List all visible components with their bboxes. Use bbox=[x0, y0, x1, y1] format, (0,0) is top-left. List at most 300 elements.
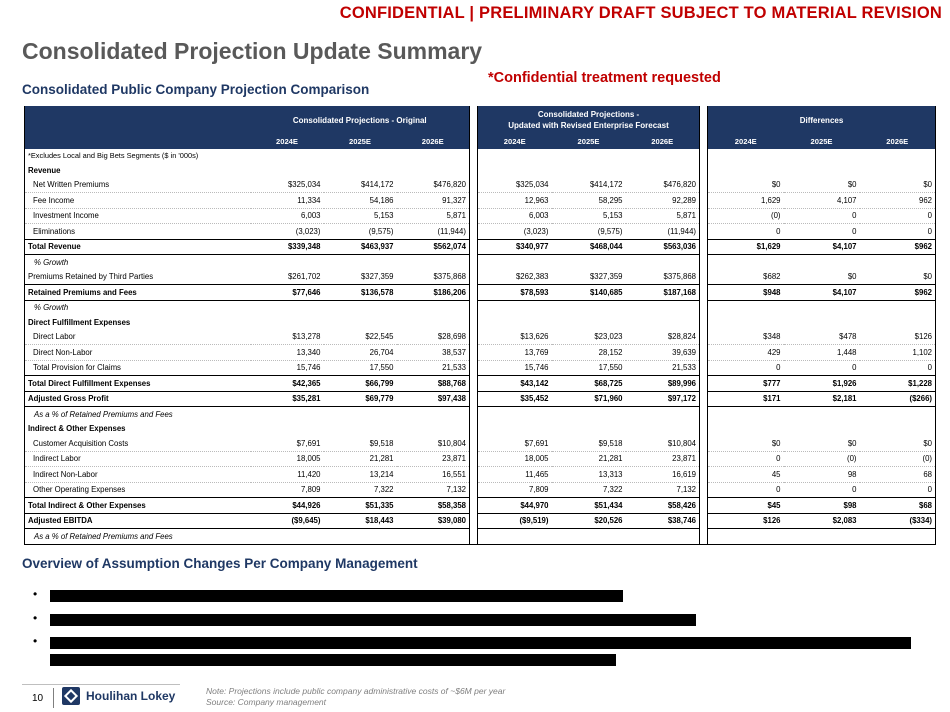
table-row bbox=[25, 163, 936, 178]
table-cell bbox=[251, 529, 324, 545]
table-cell: 15,746 bbox=[251, 360, 324, 376]
table-row bbox=[25, 376, 936, 392]
table-cell: $126 bbox=[860, 330, 936, 345]
table-cell: 45 bbox=[708, 467, 784, 483]
table-cell: 12,963 bbox=[478, 193, 552, 209]
table-cell: 13,340 bbox=[251, 345, 324, 361]
table-cell: 26,704 bbox=[324, 345, 397, 361]
table-cell bbox=[708, 529, 784, 545]
table-cell: $4,107 bbox=[784, 285, 860, 301]
table-cell: $339,348 bbox=[251, 239, 324, 255]
table-cell: $58,358 bbox=[397, 498, 470, 514]
group-original: Consolidated Projections - Original bbox=[251, 106, 470, 134]
table-cell: 7,132 bbox=[397, 482, 470, 498]
table-cell: $88,768 bbox=[397, 376, 470, 392]
table-cell: (9,575) bbox=[324, 224, 397, 240]
row-label: Other Operating Expenses bbox=[25, 482, 251, 498]
table-cell bbox=[552, 255, 626, 270]
table-cell bbox=[708, 422, 784, 437]
table-cell: $0 bbox=[784, 436, 860, 451]
row-label: Net Written Premiums bbox=[25, 178, 251, 193]
confidential-treatment-note: *Confidential treatment requested bbox=[488, 70, 721, 86]
table-cell: $1,629 bbox=[708, 239, 784, 255]
table-row bbox=[25, 255, 936, 270]
table-cell: $262,383 bbox=[478, 270, 552, 285]
table-cell: $43,142 bbox=[478, 376, 552, 392]
confidential-banner: CONFIDENTIAL | PRELIMINARY DRAFT SUBJECT TO MATERIAL REVISION bbox=[339, 4, 942, 22]
table-cell bbox=[397, 300, 470, 315]
year-header: 2024E bbox=[251, 134, 324, 149]
table-row bbox=[25, 270, 936, 285]
table-cell: 0 bbox=[708, 224, 784, 240]
table-cell: (3,023) bbox=[478, 224, 552, 240]
table-cell bbox=[784, 300, 860, 315]
table-row bbox=[25, 315, 936, 330]
year-header: 2026E bbox=[860, 134, 936, 149]
table-cell: $962 bbox=[860, 239, 936, 255]
unit-note-row bbox=[25, 149, 936, 164]
table-cell: $476,820 bbox=[397, 178, 470, 193]
year-header: 2025E bbox=[552, 134, 626, 149]
table-cell bbox=[626, 300, 700, 315]
table-cell: 0 bbox=[784, 360, 860, 376]
table-cell: $325,034 bbox=[478, 178, 552, 193]
table-cell: 5,153 bbox=[552, 208, 626, 224]
table-cell: $4,107 bbox=[784, 239, 860, 255]
table-cell: $0 bbox=[860, 270, 936, 285]
table-cell: $187,168 bbox=[626, 285, 700, 301]
table-cell bbox=[626, 315, 700, 330]
table-cell: $1,228 bbox=[860, 376, 936, 392]
page-title: Consolidated Projection Update Summary bbox=[22, 38, 483, 64]
table-cell: $7,691 bbox=[478, 436, 552, 451]
table-row bbox=[25, 482, 936, 498]
table-cell: 18,005 bbox=[478, 451, 552, 467]
table-cell: $375,868 bbox=[397, 270, 470, 285]
table-cell bbox=[860, 300, 936, 315]
footer-separator bbox=[53, 688, 54, 708]
table-cell: $35,281 bbox=[251, 391, 324, 407]
table-cell: $77,646 bbox=[251, 285, 324, 301]
table-cell bbox=[626, 422, 700, 437]
table-cell: $562,074 bbox=[397, 239, 470, 255]
table-row bbox=[25, 467, 936, 483]
table-row bbox=[25, 239, 936, 255]
table-cell: 429 bbox=[708, 345, 784, 361]
bullet-1-symbol: • bbox=[33, 587, 38, 601]
row-label: Total Indirect & Other Expenses bbox=[25, 498, 251, 514]
table-cell bbox=[478, 315, 552, 330]
table-cell: $28,698 bbox=[397, 330, 470, 345]
table-cell: 39,639 bbox=[626, 345, 700, 361]
table-cell: 962 bbox=[860, 193, 936, 209]
table-cell: 0 bbox=[708, 482, 784, 498]
table-cell: $186,206 bbox=[397, 285, 470, 301]
table-cell bbox=[626, 163, 700, 178]
year-header: 2026E bbox=[397, 134, 470, 149]
row-label: Retained Premiums and Fees bbox=[25, 285, 251, 301]
table-cell bbox=[552, 163, 626, 178]
table-cell: 21,281 bbox=[552, 451, 626, 467]
table-cell bbox=[784, 422, 860, 437]
table-cell bbox=[251, 255, 324, 270]
table-cell: 16,551 bbox=[397, 467, 470, 483]
table-row bbox=[25, 513, 936, 529]
table-cell: $42,365 bbox=[251, 376, 324, 392]
table-cell: $97,438 bbox=[397, 391, 470, 407]
table-cell: ($266) bbox=[860, 391, 936, 407]
projection-table bbox=[24, 106, 936, 545]
table-cell: 5,871 bbox=[397, 208, 470, 224]
group-differences: Differences bbox=[708, 106, 936, 134]
table-cell: $13,626 bbox=[478, 330, 552, 345]
table-cell: $414,172 bbox=[552, 178, 626, 193]
table-cell: $78,593 bbox=[478, 285, 552, 301]
table-cell: 7,809 bbox=[478, 482, 552, 498]
table-cell: $777 bbox=[708, 376, 784, 392]
table-cell: 1,102 bbox=[860, 345, 936, 361]
table-cell: 7,322 bbox=[552, 482, 626, 498]
table-cell bbox=[251, 422, 324, 437]
table-row bbox=[25, 193, 936, 209]
table-cell: 28,152 bbox=[552, 345, 626, 361]
table-cell: $10,804 bbox=[397, 436, 470, 451]
footnote-line-2: Source: Company management bbox=[206, 697, 327, 707]
table-cell bbox=[478, 422, 552, 437]
year-header: 2026E bbox=[626, 134, 700, 149]
table-row bbox=[25, 451, 936, 467]
table-cell: $140,685 bbox=[552, 285, 626, 301]
table-cell bbox=[324, 315, 397, 330]
table-cell: 5,153 bbox=[324, 208, 397, 224]
table-cell bbox=[324, 529, 397, 545]
row-label: Customer Acquisition Costs bbox=[25, 436, 251, 451]
table-cell: $340,977 bbox=[478, 239, 552, 255]
table-cell: $97,172 bbox=[626, 391, 700, 407]
row-label: Total Direct Fulfillment Expenses bbox=[25, 376, 251, 392]
table-row bbox=[25, 330, 936, 345]
table-row bbox=[25, 345, 936, 361]
table-cell: 7,809 bbox=[251, 482, 324, 498]
bullet-3-symbol: • bbox=[33, 634, 38, 648]
table-cell bbox=[251, 407, 324, 422]
table-cell: ($9,645) bbox=[251, 513, 324, 529]
table-cell bbox=[708, 255, 784, 270]
table-cell: 11,334 bbox=[251, 193, 324, 209]
row-label: Fee Income bbox=[25, 193, 251, 209]
table-cell bbox=[324, 407, 397, 422]
footnote bbox=[206, 686, 505, 708]
table-cell: $20,526 bbox=[552, 513, 626, 529]
table-cell: 0 bbox=[860, 482, 936, 498]
table-cell bbox=[478, 529, 552, 545]
table-cell bbox=[708, 163, 784, 178]
table-cell: $51,434 bbox=[552, 498, 626, 514]
table-cell: $18,443 bbox=[324, 513, 397, 529]
table-cell bbox=[552, 315, 626, 330]
table-cell bbox=[251, 163, 324, 178]
row-label: Direct Labor bbox=[25, 330, 251, 345]
row-label: % Growth bbox=[25, 300, 251, 315]
bullet-2-symbol: • bbox=[33, 611, 38, 625]
table-cell: $7,691 bbox=[251, 436, 324, 451]
table-cell: (0) bbox=[784, 451, 860, 467]
table-cell: $327,359 bbox=[552, 270, 626, 285]
table-cell: $948 bbox=[708, 285, 784, 301]
table-cell: 1,448 bbox=[784, 345, 860, 361]
table-cell bbox=[860, 529, 936, 545]
table-cell bbox=[478, 407, 552, 422]
table-cell: $0 bbox=[860, 436, 936, 451]
houlihan-lokey-logo bbox=[62, 687, 175, 705]
table-cell: 0 bbox=[784, 482, 860, 498]
table-cell: $10,804 bbox=[626, 436, 700, 451]
table-cell: $476,820 bbox=[626, 178, 700, 193]
table-cell: 0 bbox=[860, 208, 936, 224]
table-cell: $35,452 bbox=[478, 391, 552, 407]
table-cell: 6,003 bbox=[478, 208, 552, 224]
table-cell bbox=[478, 255, 552, 270]
table-cell: 16,619 bbox=[626, 467, 700, 483]
footnote-line-1: Note: Projections include public company administrative costs of ~$6M per year bbox=[206, 686, 506, 696]
table-cell: $478 bbox=[784, 330, 860, 345]
table-cell: $414,172 bbox=[324, 178, 397, 193]
year-header: 2025E bbox=[784, 134, 860, 149]
table-cell: $325,034 bbox=[251, 178, 324, 193]
table-cell bbox=[784, 407, 860, 422]
table-cell: 0 bbox=[784, 224, 860, 240]
row-label: Direct Fulfillment Expenses bbox=[25, 315, 251, 330]
table-cell: 21,533 bbox=[626, 360, 700, 376]
table-cell: $51,335 bbox=[324, 498, 397, 514]
table-row bbox=[25, 529, 936, 545]
row-label: Direct Non-Labor bbox=[25, 345, 251, 361]
table-cell: $0 bbox=[708, 436, 784, 451]
table-cell bbox=[626, 407, 700, 422]
table-cell: 0 bbox=[708, 360, 784, 376]
table-cell: 7,322 bbox=[324, 482, 397, 498]
table-cell: 7,132 bbox=[626, 482, 700, 498]
table-cell: 38,537 bbox=[397, 345, 470, 361]
table-cell bbox=[552, 422, 626, 437]
table-cell bbox=[324, 422, 397, 437]
table-cell: (11,944) bbox=[626, 224, 700, 240]
page-number: 10 bbox=[32, 693, 44, 704]
table-row bbox=[25, 498, 936, 514]
table-cell: ($9,519) bbox=[478, 513, 552, 529]
table-cell: 11,465 bbox=[478, 467, 552, 483]
table-cell: 0 bbox=[784, 208, 860, 224]
redacted-bullet-3-line-1 bbox=[50, 637, 911, 649]
table-row bbox=[25, 422, 936, 437]
table-cell bbox=[708, 407, 784, 422]
table-cell bbox=[552, 407, 626, 422]
table-cell: 23,871 bbox=[397, 451, 470, 467]
table-cell: $45 bbox=[708, 498, 784, 514]
table-cell: $38,746 bbox=[626, 513, 700, 529]
table-cell: $44,970 bbox=[478, 498, 552, 514]
table-cell: $468,044 bbox=[552, 239, 626, 255]
footer-divider bbox=[22, 684, 180, 685]
table-row bbox=[25, 436, 936, 451]
table-cell: $126 bbox=[708, 513, 784, 529]
table-cell: 92,289 bbox=[626, 193, 700, 209]
table-cell bbox=[860, 422, 936, 437]
table-cell bbox=[552, 529, 626, 545]
row-label: Investment Income bbox=[25, 208, 251, 224]
row-label: Adjusted Gross Profit bbox=[25, 391, 251, 407]
table-cell: $0 bbox=[784, 270, 860, 285]
table-cell: $22,545 bbox=[324, 330, 397, 345]
table-cell: $2,181 bbox=[784, 391, 860, 407]
table-cell: 98 bbox=[784, 467, 860, 483]
row-label: Eliminations bbox=[25, 224, 251, 240]
table-cell: $136,578 bbox=[324, 285, 397, 301]
redacted-bullet-3-line-2 bbox=[50, 654, 616, 666]
table-cell: 13,214 bbox=[324, 467, 397, 483]
table-row bbox=[25, 391, 936, 407]
logo-text: Houlihan Lokey bbox=[86, 689, 176, 703]
table-cell: $89,996 bbox=[626, 376, 700, 392]
table-cell: $171 bbox=[708, 391, 784, 407]
table-row bbox=[25, 285, 936, 301]
table-cell: $563,036 bbox=[626, 239, 700, 255]
table-cell: 68 bbox=[860, 467, 936, 483]
table-row bbox=[25, 224, 936, 240]
table-cell: $9,518 bbox=[324, 436, 397, 451]
table-cell bbox=[784, 255, 860, 270]
table-cell: (9,575) bbox=[552, 224, 626, 240]
table-cell: (3,023) bbox=[251, 224, 324, 240]
row-label: Total Provision for Claims bbox=[25, 360, 251, 376]
table-cell bbox=[626, 255, 700, 270]
table-cell: 21,281 bbox=[324, 451, 397, 467]
table-cell bbox=[860, 255, 936, 270]
table-cell bbox=[251, 300, 324, 315]
row-label: Indirect Non-Labor bbox=[25, 467, 251, 483]
table-cell bbox=[860, 163, 936, 178]
table-cell: 13,769 bbox=[478, 345, 552, 361]
table-cell: (0) bbox=[860, 451, 936, 467]
table-cell bbox=[251, 315, 324, 330]
table-cell: $348 bbox=[708, 330, 784, 345]
group-updated: Consolidated Projections - Updated with Revised Enterprise Forecast bbox=[478, 106, 700, 134]
table-cell: $0 bbox=[860, 178, 936, 193]
table-cell: 18,005 bbox=[251, 451, 324, 467]
table-cell: 17,550 bbox=[324, 360, 397, 376]
table-cell: $463,937 bbox=[324, 239, 397, 255]
table-row bbox=[25, 300, 936, 315]
row-label: Revenue bbox=[25, 163, 251, 178]
table-cell bbox=[552, 300, 626, 315]
table-cell: $58,426 bbox=[626, 498, 700, 514]
table-cell bbox=[324, 255, 397, 270]
table-cell: 21,533 bbox=[397, 360, 470, 376]
overview-title: Overview of Assumption Changes Per Company Management bbox=[22, 556, 418, 571]
table-cell: $375,868 bbox=[626, 270, 700, 285]
table-cell: $39,080 bbox=[397, 513, 470, 529]
table-cell bbox=[860, 407, 936, 422]
table-cell: $962 bbox=[860, 285, 936, 301]
row-label: Adjusted EBITDA bbox=[25, 513, 251, 529]
table-cell: $13,278 bbox=[251, 330, 324, 345]
row-label: As a % of Retained Premiums and Fees bbox=[25, 529, 251, 545]
table-cell: (0) bbox=[708, 208, 784, 224]
table-cell: $327,359 bbox=[324, 270, 397, 285]
table-cell bbox=[397, 422, 470, 437]
table-cell: 23,871 bbox=[626, 451, 700, 467]
table-cell bbox=[324, 163, 397, 178]
table-cell: $682 bbox=[708, 270, 784, 285]
table-cell: 6,003 bbox=[251, 208, 324, 224]
table-cell: 5,871 bbox=[626, 208, 700, 224]
table-cell bbox=[324, 300, 397, 315]
table-cell: $0 bbox=[784, 178, 860, 193]
year-header: 2024E bbox=[708, 134, 784, 149]
table-cell bbox=[784, 529, 860, 545]
table-cell bbox=[784, 163, 860, 178]
redacted-bullet-1 bbox=[50, 590, 623, 602]
table-cell: $28,824 bbox=[626, 330, 700, 345]
table-cell: (11,944) bbox=[397, 224, 470, 240]
table-cell bbox=[784, 315, 860, 330]
table-cell: $23,023 bbox=[552, 330, 626, 345]
table-cell: 58,295 bbox=[552, 193, 626, 209]
logo-mark-icon bbox=[62, 687, 80, 705]
row-label: Indirect Labor bbox=[25, 451, 251, 467]
table-cell: ($334) bbox=[860, 513, 936, 529]
table-cell: $69,779 bbox=[324, 391, 397, 407]
row-label: Indirect & Other Expenses bbox=[25, 422, 251, 437]
table-cell bbox=[626, 529, 700, 545]
table-cell bbox=[478, 163, 552, 178]
table-cell: $98 bbox=[784, 498, 860, 514]
table-cell: $44,926 bbox=[251, 498, 324, 514]
table-row bbox=[25, 360, 936, 376]
table-cell bbox=[397, 315, 470, 330]
table-cell: $0 bbox=[708, 178, 784, 193]
table-cell: $261,702 bbox=[251, 270, 324, 285]
table-cell: 0 bbox=[860, 224, 936, 240]
table-cell: 0 bbox=[708, 451, 784, 467]
year-header: 2024E bbox=[478, 134, 552, 149]
table-cell: 1,629 bbox=[708, 193, 784, 209]
table-cell: $71,960 bbox=[552, 391, 626, 407]
row-label: Premiums Retained by Third Parties bbox=[25, 270, 251, 285]
table-cell: 15,746 bbox=[478, 360, 552, 376]
table-cell bbox=[397, 407, 470, 422]
table-cell: $66,799 bbox=[324, 376, 397, 392]
group-header-row bbox=[25, 106, 936, 134]
row-label: As a % of Retained Premiums and Fees bbox=[25, 407, 251, 422]
section-subtitle: Consolidated Public Company Projection Comparison bbox=[22, 82, 370, 97]
table-cell bbox=[708, 315, 784, 330]
table-cell: $2,083 bbox=[784, 513, 860, 529]
table-cell: $1,926 bbox=[784, 376, 860, 392]
year-header: 2025E bbox=[324, 134, 397, 149]
table-cell: $9,518 bbox=[552, 436, 626, 451]
table-cell: 54,186 bbox=[324, 193, 397, 209]
table-row bbox=[25, 178, 936, 193]
table-row bbox=[25, 407, 936, 422]
table-cell bbox=[397, 255, 470, 270]
table-cell: 91,327 bbox=[397, 193, 470, 209]
table-cell bbox=[397, 163, 470, 178]
table-cell: 11,420 bbox=[251, 467, 324, 483]
table-cell: 13,313 bbox=[552, 467, 626, 483]
row-label: % Growth bbox=[25, 255, 251, 270]
table-cell bbox=[860, 315, 936, 330]
